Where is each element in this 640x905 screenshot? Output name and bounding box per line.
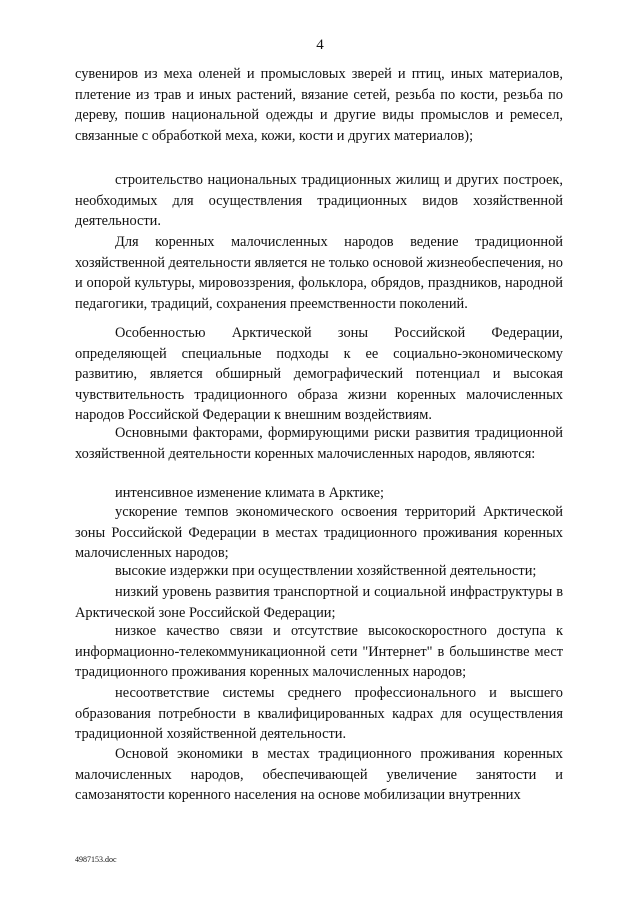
paragraph-4: Особенностью Арктической зоны Российской Федерации, определяющей специальные подходы к ее социально-экономическому развитию, является обширный демографический потенциал и высокая чувствительность традиционного образа жизни коренных малочисленных народов Российской Федерации к внешним воздействиям.	[75, 325, 563, 423]
paragraph-12: Основой экономики в местах традиционного проживания коренных малочисленных народов, обеспечивающей увеличение занятости и самозанятости коренного населения на основе мобилизации внутренних	[75, 746, 563, 803]
paragraph-8: высокие издержки при осуществлении хозяйственной деятельности;	[115, 563, 537, 579]
paragraph-11: несоответствие системы среднего профессионального и высшего образования потребности в квалифицированных кадрах для осуществления традиционной хозяйственной деятельности.	[75, 685, 563, 742]
paragraph-5: Основными факторами, формирующими риски развития традиционной хозяйственной деятельности коренных малочисленных народов, являются:	[75, 425, 563, 462]
paragraph-2: строительство национальных традиционных жилищ и других построек, необходимых для осуществления традиционных видов хозяйственной деятельности.	[75, 172, 563, 229]
paragraph-6: интенсивное изменение климата в Арктике;	[115, 485, 385, 501]
footer-filename: 4987153.doc	[75, 855, 117, 864]
paragraph-9: низкий уровень развития транспортной и социальной инфраструктуры в Арктической зоне Российской Федерации;	[75, 584, 563, 621]
paragraph-3: Для коренных малочисленных народов ведение традиционной хозяйственной деятельности является не только основой жизнеобеспечения, но и опорой культуры, мировоззрения, фольклора, обрядов, праздников, народной педагогики, традиций, сохранения преемственности поколений.	[75, 234, 563, 312]
page-number: 4	[316, 37, 324, 53]
paragraph-10: низкое качество связи и отсутствие высокоскоростного доступа к информационно-телекоммуникационной сети "Интернет" в большинстве мест традиционного проживания коренных малочисленных народов;	[75, 623, 563, 680]
paragraph-1: сувениров из меха оленей и промысловых зверей и птиц, иных материалов, плетение из трав и иных растений, вязание сетей, резьба по кости, резьба по дереву, пошив национальной одежды и другие виды промыслов и ремесел, связанные с обработкой меха, кожи, кости и других материалов);	[75, 66, 563, 144]
paragraph-7: ускорение темпов экономического освоения территорий Арктической зоны Российской Федерации в местах традиционного проживания коренных малочисленных народов;	[75, 504, 563, 561]
